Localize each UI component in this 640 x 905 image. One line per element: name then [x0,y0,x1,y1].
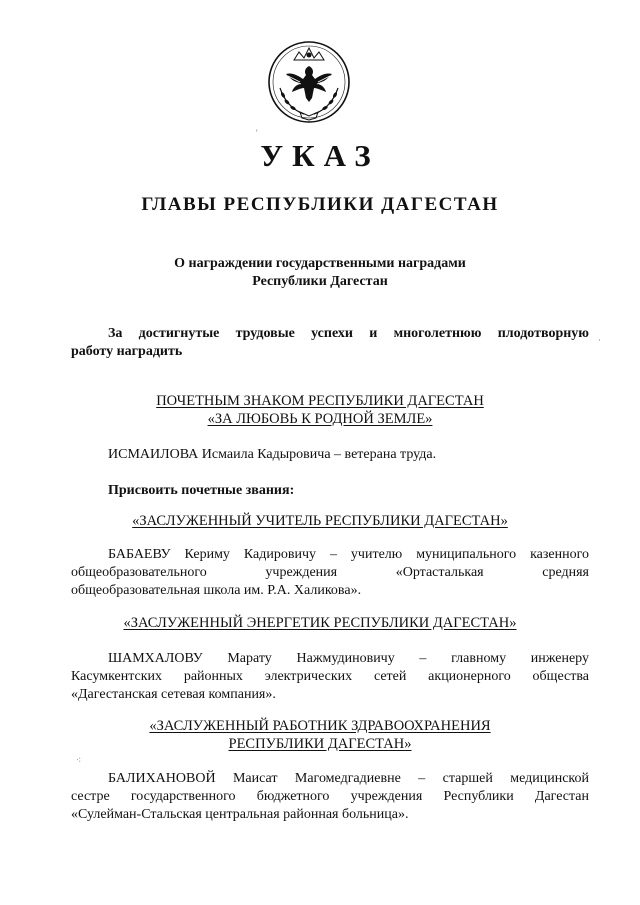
recipient-line: «Дагестанская сетевая компания». [71,687,276,702]
award-heading-healthcare [0,717,640,753]
award-heading-line: «ЗА ЛЮБОВЬ К РОДНОЙ ЗЕМЛЕ» [207,411,433,427]
coat-of-arms-emblem [266,38,352,124]
titles-heading: Присвоить почетные звания: [108,483,295,498]
award-heading-honor-badge [0,392,640,428]
award-heading-teacher: «ЗАСЛУЖЕННЫЙ УЧИТЕЛЬ РЕСПУБЛИКИ ДАГЕСТАН» [132,513,508,529]
intro-line: За достигнутые трудовые успехи и многолетнюю плодотворную [108,326,589,341]
recipient-line: БАЛИХАНОВОЙ Маисат Магомедгадиевне – старшей медицинской [108,771,589,786]
award-heading-line: ПОЧЕТНЫМ ЗНАКОМ РЕСПУБЛИКИ ДАГЕСТАН [156,393,484,409]
award-heading-energy: «ЗАСЛУЖЕННЫЙ ЭНЕРГЕТИК РЕСПУБЛИКИ ДАГЕСТАН» [123,615,517,631]
subject-line: Республики Дагестан [252,274,388,289]
recipient-line: «Сулейман-Стальская центральная районная больница». [71,807,409,822]
decree-subject [0,255,640,291]
recipient-line: общеобразовательная школа им. Р.А. Халикова». [71,583,362,598]
recipient-line: общеобразовательного учреждения «Ортасталькая средняя [71,565,589,580]
scan-speck: ' [256,128,258,138]
recipient-line: ШАМХАЛОВУ Марату Нажмудиновичу – главному инженеру [108,651,589,666]
intro-line: работу наградить [71,344,183,359]
award-recipient: ИСМАИЛОВА Исмаила Кадыровича – ветерана труда. [108,447,437,462]
scan-speck: · [598,335,601,345]
award-heading-line: РЕСПУБЛИКИ ДАГЕСТАН» [228,736,412,752]
recipient-line: БАБАЕВУ Кериму Кадировичу – учителю муниципального казенного [108,547,589,562]
subject-line: О награждении государственными наградами [174,256,466,271]
scan-speck: ⁖ [76,755,82,765]
document-title: УКАЗ [260,138,380,173]
decree-intro [71,325,589,361]
recipient-line: Касумкентских районных электрических сетей акционерного общества [71,669,589,684]
award-recipient [71,650,589,704]
award-heading-line: «ЗАСЛУЖЕННЫЙ РАБОТНИК ЗДРАВООХРАНЕНИЯ [149,718,491,734]
recipient-line: сестре государственного бюджетного учреждения Республики Дагестан [71,789,589,804]
award-recipient [71,546,589,600]
document-subtitle: ГЛАВЫ РЕСПУБЛИКИ ДАГЕСТАН [141,194,499,215]
award-recipient [71,770,589,824]
